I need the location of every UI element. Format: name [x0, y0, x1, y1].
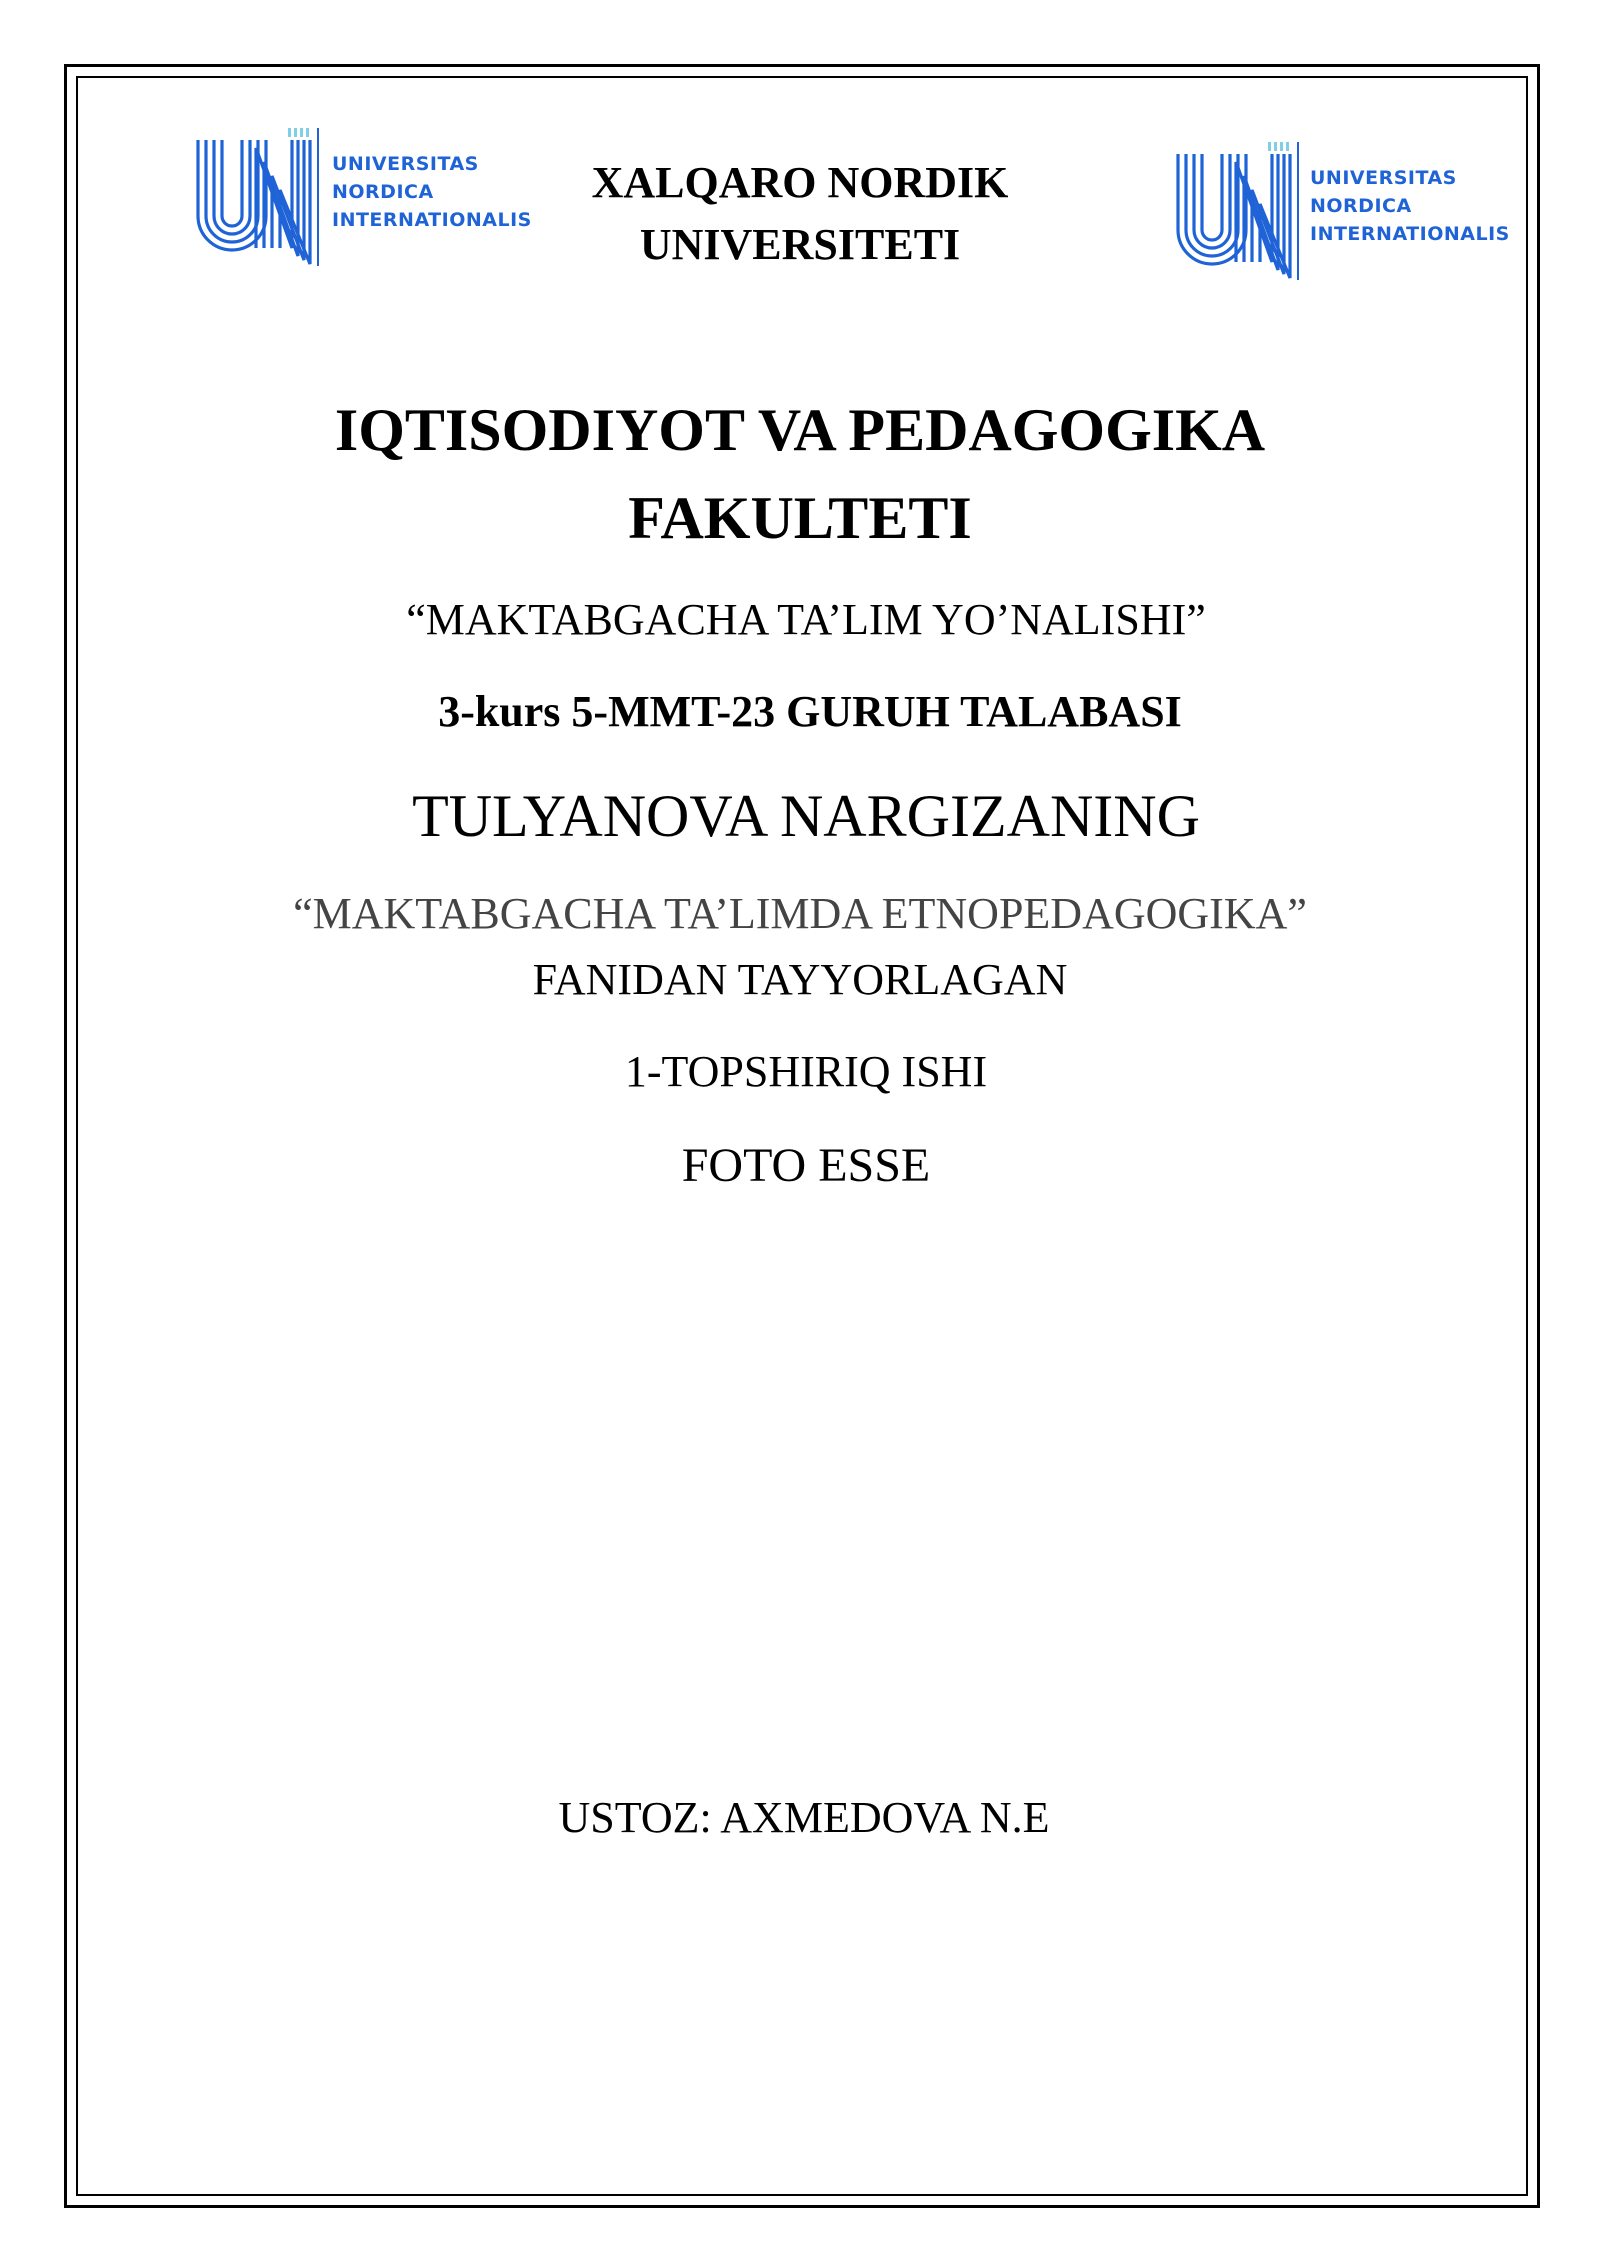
prepared-for: FANIDAN TAYYORLAGAN — [532, 955, 1068, 1004]
logo-line-3: INTERNATIONALIS — [332, 209, 532, 231]
faculty-title-line-1: IQTISODIYOT VA PEDAGOGIKA — [334, 397, 1266, 463]
teacher-name: USTOZ: AXMEDOVA N.E — [558, 1793, 1050, 1842]
task-title: 1-TOPSHIRIQ ISHI — [624, 1047, 988, 1096]
logo-line-1: UNIVERSITAS — [1310, 167, 1457, 189]
university-name-line-2: UNIVERSITETI — [639, 220, 961, 269]
logo-line-2: NORDICA — [332, 181, 434, 203]
university-name-line-1: XALQARO NORDIK — [591, 158, 1009, 207]
study-direction: “MAKTABGACHA TA’LIM YO’NALISHI” — [406, 595, 1206, 644]
student-group: 3-kurs 5-MMT-23 GURUH TALABASI — [438, 687, 1182, 736]
logo-line-2: NORDICA — [1310, 195, 1412, 217]
logo-line-3: INTERNATIONALIS — [1310, 223, 1510, 245]
faculty-title — [0, 386, 1600, 562]
university-name — [0, 152, 1600, 276]
subject-name: “MAKTABGACHA TA’LIMDA ETNOPEDAGOGIKA” — [293, 889, 1307, 938]
logo-line-1: UNIVERSITAS — [332, 153, 479, 175]
student-name: TULYANOVA NARGIZANING — [412, 783, 1200, 849]
faculty-title-line-2: FAKULTETI — [628, 485, 972, 551]
work-genre: FOTO ESSE — [681, 1139, 931, 1192]
